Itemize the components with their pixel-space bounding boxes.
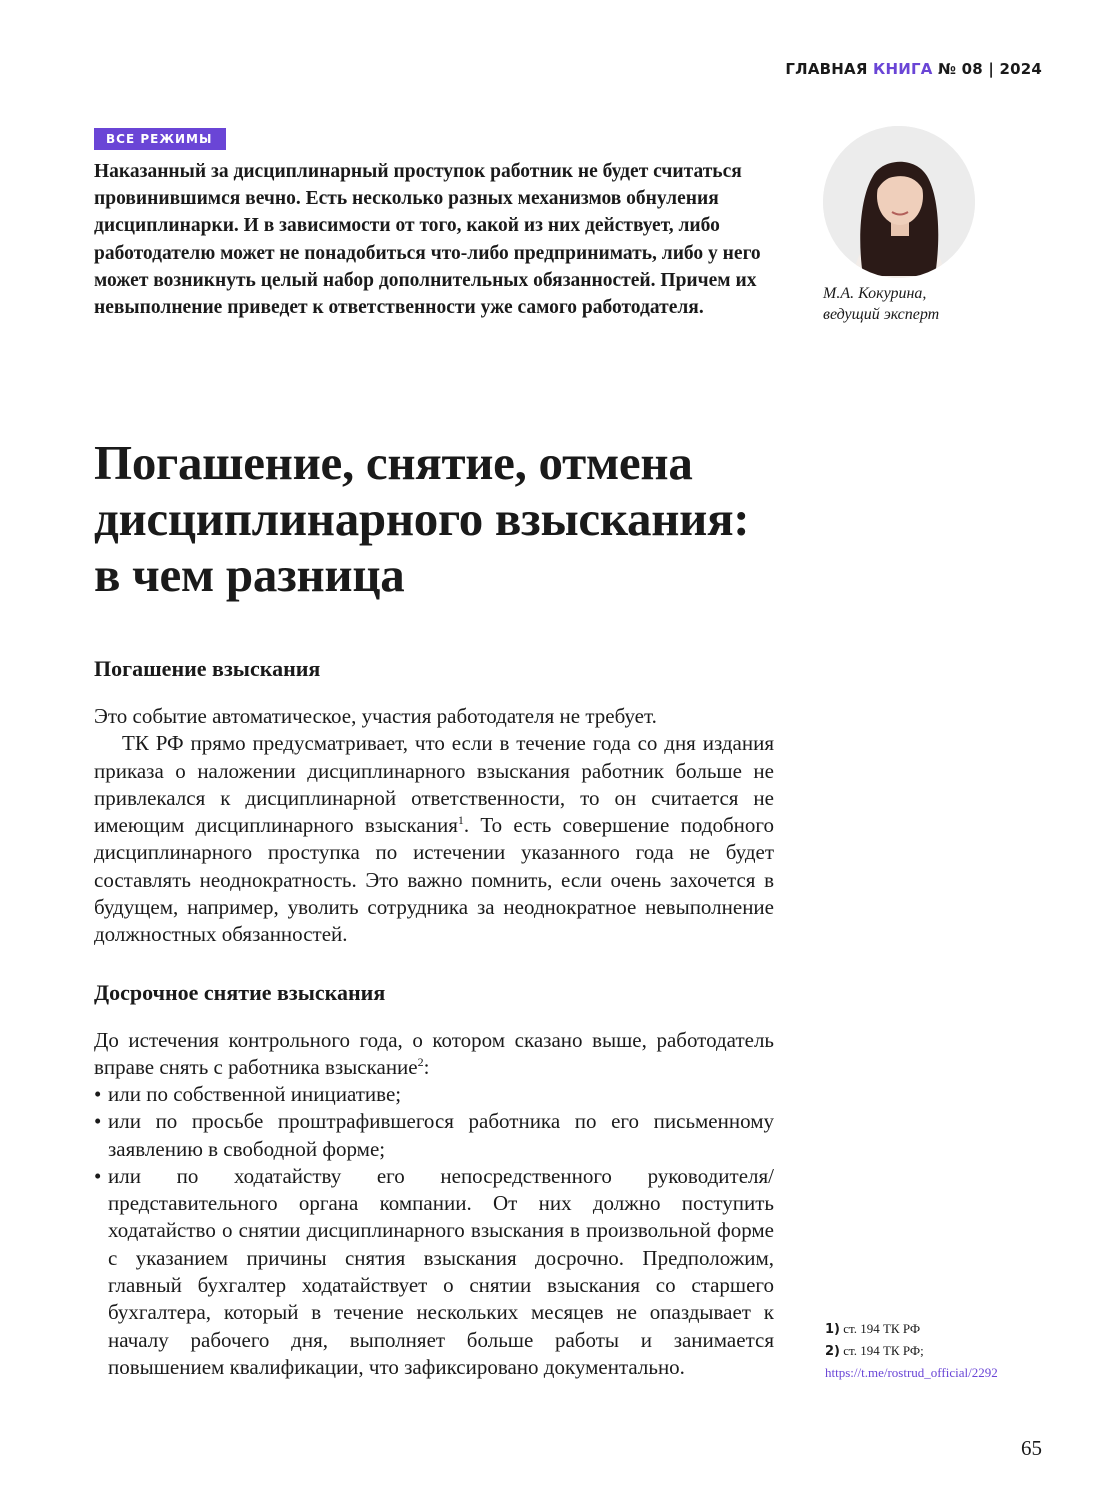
paragraph-text: ТК РФ прямо предусматривает, что если в течение года со дня издания приказа о наложении дисциплинарного взыскания работник больше не привлекался к дисциплинарной ответственности, то он считается не имеющим дисциплинарного взыскания	[94, 731, 774, 838]
masthead-brand-accent: КНИГА	[873, 60, 933, 78]
list-item-text: или по ходатайству его непосредственного руководителя/представительного органа компании. От них должно поступить ходатайство о снятии дисциплинарного взыскания в произвольной форме с указанием причины снятия взыскания досрочно. Предположим, главный бухгалтер ходатайствует о снятии взыскания со старшего бухгалтера, который в течение нескольких месяцев не опаздывает к началу рабочего дня, выполняет больше работы и занимается повышением квалификации, что зафиксировано документально.	[108, 1163, 774, 1379]
section-heading-repayment: Погашение взыскания	[94, 656, 321, 681]
title-line-3: в чем разница	[94, 547, 405, 602]
paragraph-text: :	[423, 1055, 430, 1080]
author-photo	[823, 126, 975, 278]
author-name: М.А. Кокурина,	[823, 285, 927, 302]
footnote-text: ст. 194 ТК РФ;	[843, 1343, 924, 1358]
list-item-text: или по собственной инициативе;	[108, 1082, 402, 1106]
options-list	[94, 1081, 774, 1381]
footnote-text: ст. 194 ТК РФ	[843, 1321, 921, 1336]
list-item-text: или по просьбе проштрафившегося работника по его письменному заявлению в свободной форме;	[108, 1109, 774, 1161]
masthead-issue: № 08 | 2024	[932, 60, 1042, 78]
footnote-number: 1)	[825, 1322, 840, 1337]
footnote-ref: 1	[457, 813, 464, 828]
category-badge: ВСЕ РЕЖИМЫ	[94, 128, 226, 150]
title-line-1: Погашение, снятие, отмена	[94, 435, 693, 490]
author-caption	[823, 283, 939, 325]
paragraph-text: До истечения контрольного года, о котором сказано выше, работодатель вправе снять с работника взыскание	[94, 1028, 774, 1080]
paragraph	[94, 730, 774, 948]
paragraph	[94, 1027, 774, 1082]
author-portrait-icon	[823, 126, 975, 278]
paragraph: Это событие автоматическое, участия работодателя не требует.	[94, 704, 657, 728]
list-item	[94, 1163, 774, 1381]
footnote-number: 2)	[825, 1344, 840, 1359]
author-role: ведущий эксперт	[823, 306, 940, 323]
footnote-link[interactable]: https://t.me/rostrud_official/2292	[825, 1365, 998, 1380]
footnote	[825, 1340, 998, 1362]
bullet-icon: •	[94, 1163, 102, 1188]
title-line-2: дисциплинарного взыскания:	[94, 491, 750, 546]
article-title	[94, 435, 1024, 603]
section-body-early-removal	[94, 1027, 774, 1082]
bullet-icon: •	[94, 1109, 102, 1134]
page-number: 65	[1021, 1436, 1042, 1460]
footnotes	[825, 1318, 998, 1383]
footnote-ref: 2	[417, 1055, 424, 1070]
footnote	[825, 1318, 998, 1340]
list-item	[94, 1081, 774, 1108]
bullet-icon: •	[94, 1082, 102, 1106]
masthead-brand: ГЛАВНАЯ	[785, 60, 874, 78]
lead-paragraph: Наказанный за дисциплинарный проступок работник не будет считаться провинившимся вечно. Есть несколько разных механизмов обнуления дисциплинарки. И в зависимости от того, какой из них действует, либо работодателю может не понадобиться что-либо предпринимать, либо у него может возникнуть целый набор дополнительных обязанностей. Причем их невыполнение приведет к ответственности уже самого работодателя.	[94, 161, 761, 319]
list-item	[94, 1108, 774, 1163]
paragraph-text: . То есть совершение подобного дисциплинарного проступка по истечении указанного года не будет составлять неоднократность. Это важно помнить, если очень захочется в будущем, например, уволить сотрудника за неоднократное невыполнение должностных обязанностей.	[94, 813, 774, 947]
section-body-repayment	[94, 703, 774, 949]
section-heading-early-removal: Досрочное снятие взыскания	[94, 980, 386, 1005]
masthead	[785, 60, 1042, 78]
